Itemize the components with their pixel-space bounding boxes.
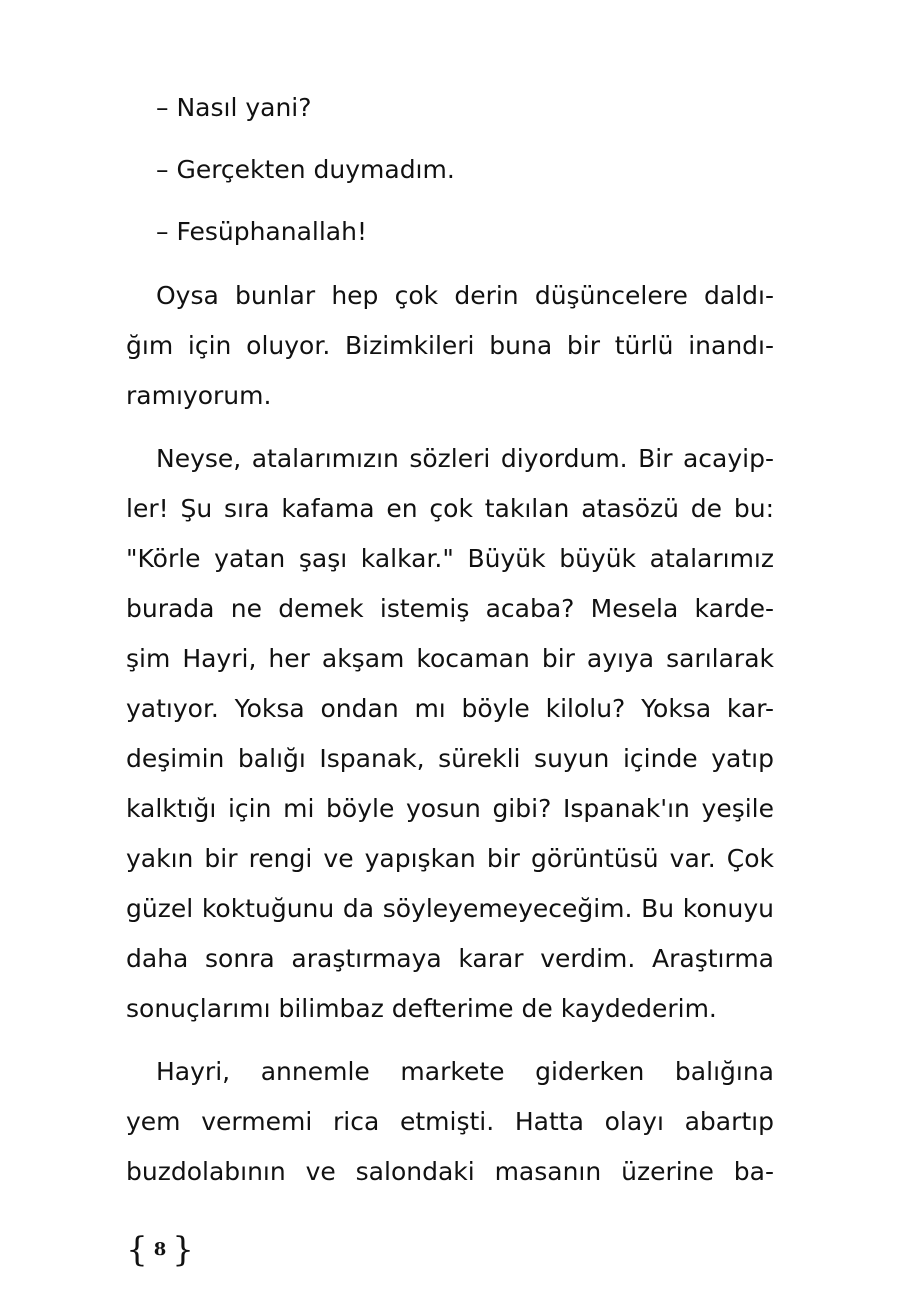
text-line: ramıyorum. (126, 381, 272, 410)
text-line: burada ne demek istemiş acaba? Mesela karde- (126, 594, 774, 623)
text-line: Neyse, atalarımızın sözleri diyordum. Bir acayip- (156, 444, 774, 473)
text-line: güzel koktuğunu da söyleyemeyeceğim. Bu konuyu (126, 894, 774, 923)
text-line: kalktığı için mi böyle yosun gibi? Ispanak'ın yeşile (126, 794, 774, 823)
text-line: daha sonra araştırmaya karar verdim. Araştırma (126, 944, 774, 973)
text-line: deşimin balığı Ispanak, sürekli suyun içinde yatıp (126, 744, 774, 773)
text-line: Oysa bunlar hep çok derin düşüncelere daldı- (156, 281, 774, 310)
text-line: ğım için oluyor. Bizimkileri buna bir türlü inandı- (126, 331, 774, 360)
text-line: yatıyor. Yoksa ondan mı böyle kilolu? Yoksa kar- (126, 694, 774, 723)
left-brace-icon: { (126, 1230, 148, 1270)
page-number (124, 1228, 196, 1272)
text-line: Hayri, annemle markete giderken balığına (156, 1057, 774, 1086)
text-line: yakın bir rengi ve yapışkan bir görüntüsü var. Çok (126, 844, 774, 873)
right-brace-icon: } (172, 1230, 194, 1270)
text-line: yem vermemi rica etmişti. Hatta olayı abartıp (126, 1107, 774, 1136)
dialog-line: – Nasıl yani? (156, 93, 312, 122)
text-line: buzdolabının ve salondaki masanın üzerine ba- (126, 1157, 774, 1186)
text-line: "Körle yatan şaşı kalkar." Büyük büyük atalarımız (126, 544, 774, 573)
text-line: sonuçlarımı bilimbaz defterime de kaydederim. (126, 994, 717, 1023)
dialog-line: – Gerçekten duymadım. (156, 155, 455, 184)
page-number-value: 8 (153, 1239, 167, 1260)
text-line: ler! Şu sıra kafama en çok takılan atasözü de bu: (126, 494, 774, 523)
text-line: şim Hayri, her akşam kocaman bir ayıya sarılarak (126, 644, 774, 673)
dialog-line: – Fesüphanallah! (156, 217, 367, 246)
